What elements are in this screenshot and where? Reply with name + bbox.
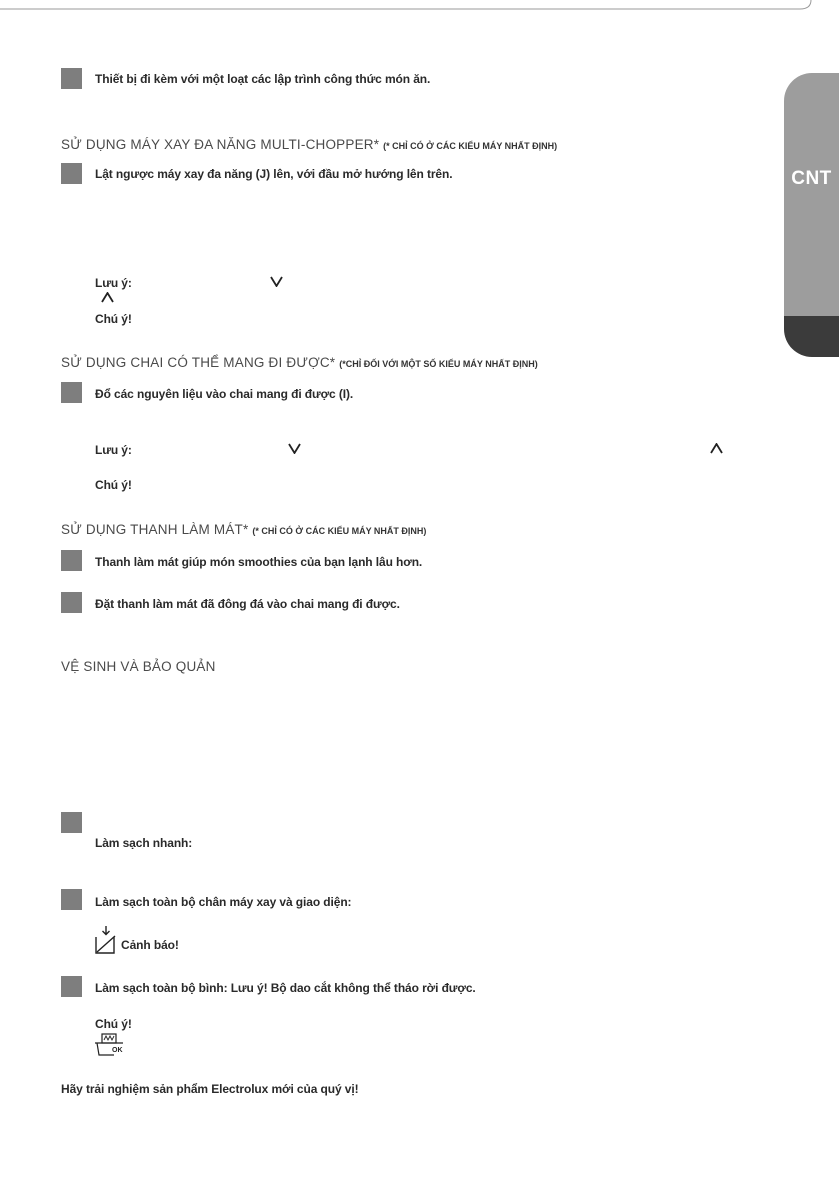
dishwasher-ok-label: OK <box>112 1047 123 1054</box>
no-immerse-warning-icon <box>94 925 118 955</box>
portable-bottle-step-1: Đổ các nguyên liệu vào chai mang đi được (I). <box>95 387 354 401</box>
step-marker <box>61 550 82 571</box>
portable-bottle-note-label: Lưu ý: <box>95 443 132 457</box>
step-marker <box>61 382 82 403</box>
programs-text: Thiết bị đi kèm với một loạt các lập trình công thức món ăn. <box>95 72 431 86</box>
chevron-up-icon <box>710 443 723 454</box>
cooling-stick-step-2: Đặt thanh làm mát đã đông đá vào chai mang đi được. <box>95 597 400 611</box>
multichopper-note-label: Lưu ý: <box>95 276 132 290</box>
section-heading-multichopper <box>61 137 557 152</box>
multichopper-step-1: Lật ngược máy xay đa năng (J) lên, với đầu mở hướng lên trên. <box>95 167 453 181</box>
cleaning-caution-label: Chú ý! <box>95 1017 132 1031</box>
closing-text: Hãy trải nghiệm sản phẩm Electrolux mới của quý vị! <box>61 1082 359 1096</box>
step-marker <box>61 889 82 910</box>
section-heading-cooling-stick <box>61 522 426 537</box>
language-side-tab <box>784 73 839 357</box>
full-base-clean-label: Làm sạch toàn bộ chân máy xay và giao diện: <box>95 895 352 909</box>
full-jar-clean-text: Làm sạch toàn bộ bình: Lưu ý! Bộ dao cắt không thể tháo rời được. <box>95 981 476 995</box>
side-tab-dark-section <box>784 316 839 357</box>
quick-clean-label: Làm sạch nhanh: <box>95 836 193 850</box>
step-marker <box>61 592 82 613</box>
portable-bottle-caution-label: Chú ý! <box>95 478 132 492</box>
side-tab-light-section <box>784 73 839 316</box>
chevron-down-icon <box>288 443 301 454</box>
heading-title: SỬ DỤNG CHAI CÓ THỂ MANG ĐI ĐƯỢC* <box>61 355 336 370</box>
step-marker <box>61 163 82 184</box>
chevron-up-icon <box>101 292 114 303</box>
heading-note: (* CHỈ CÓ Ở CÁC KIỂU MÁY NHẤT ĐỊNH) <box>252 526 427 536</box>
warning-label: Cảnh báo! <box>121 938 179 952</box>
language-code: CNT <box>791 168 832 189</box>
multichopper-caution-label: Chú ý! <box>95 312 132 326</box>
heading-title: SỬ DỤNG MÁY XAY ĐA NĂNG MULTI-CHOPPER* <box>61 137 380 152</box>
heading-title: SỬ DỤNG THANH LÀM MÁT* <box>61 522 249 537</box>
step-marker <box>61 812 82 833</box>
heading-note: (* CHỈ CÓ Ở CÁC KIỂU MÁY NHẤT ĐỊNH) <box>383 141 558 151</box>
cooling-stick-step-1: Thanh làm mát giúp món smoothies của bạn lạnh lâu hơn. <box>95 555 423 569</box>
section-heading-portable-bottle <box>61 355 538 370</box>
step-marker <box>61 976 82 997</box>
heading-note: (*CHỈ ĐỐI VỚI MỘT SỐ KIỂU MÁY NHẤT ĐỊNH) <box>339 359 538 369</box>
dishwasher-safe-icon <box>94 1033 128 1057</box>
chevron-down-icon <box>270 276 283 287</box>
section-heading-cleaning: VỆ SINH VÀ BẢO QUẢN <box>61 659 216 674</box>
step-marker <box>61 68 82 89</box>
top-border-line <box>0 0 839 14</box>
